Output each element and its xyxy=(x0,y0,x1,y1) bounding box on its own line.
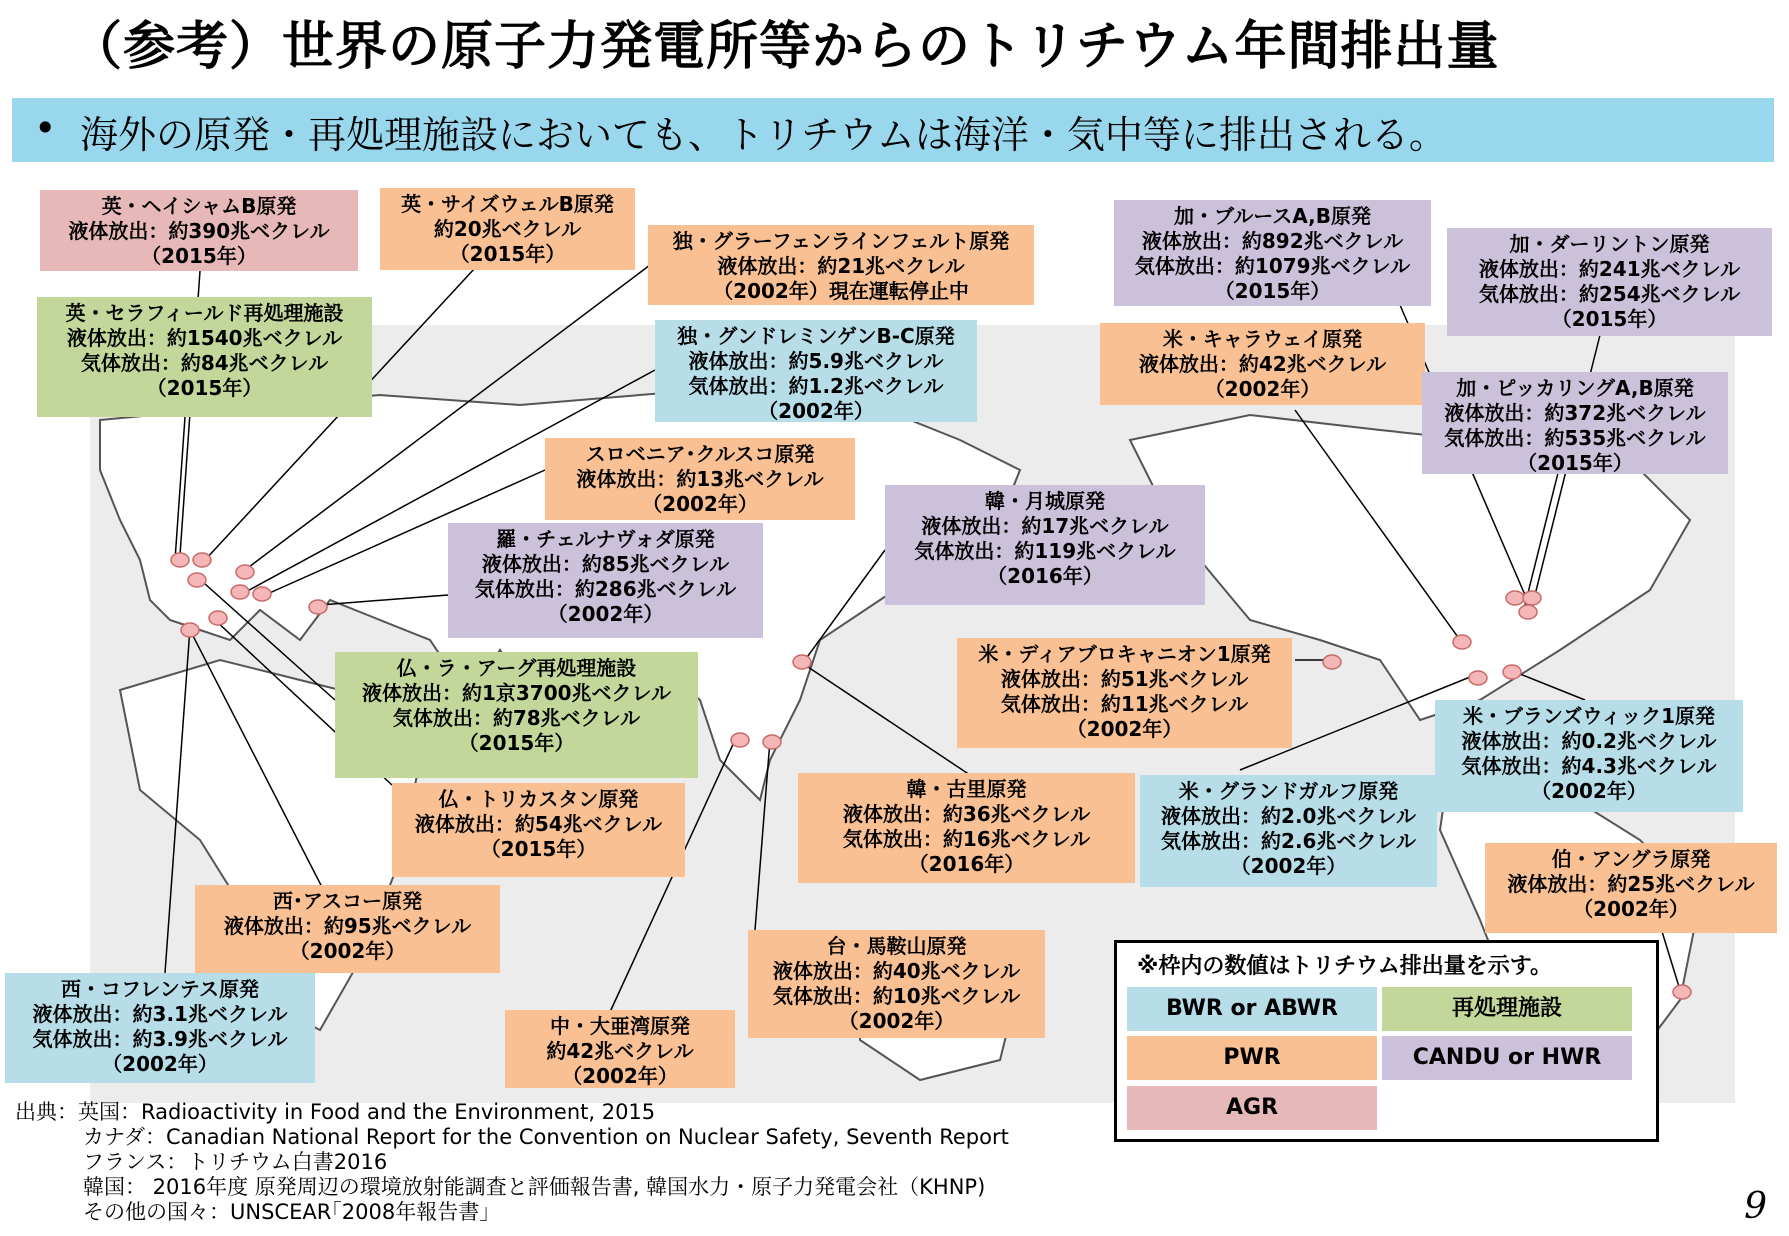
legend xyxy=(1114,940,1659,1142)
plant-marker xyxy=(1453,635,1471,649)
station-angra: 伯・アングラ原発 液体放出：約25兆ベクレル （2002年） xyxy=(1485,843,1777,933)
station-la-hague: 仏・ラ・アーグ再処理施設 液体放出：約1京3700兆ベクレル 気体放出：約78兆ベクレル （2015年） xyxy=(335,652,698,778)
station-diablo-canyon: 米・ディアブロキャニオン1原発 液体放出：約51兆ベクレル 気体放出：約11兆ベクレル （2002年） xyxy=(957,638,1292,748)
legend-pwr: PWR xyxy=(1127,1036,1377,1080)
plant-marker xyxy=(193,553,211,567)
station-wolsong: 韓・月城原発 液体放出：約17兆ベクレル 気体放出：約119兆ベクレル （2016年） xyxy=(885,485,1205,605)
legend-bwr: BWR or ABWR xyxy=(1127,987,1377,1031)
plant-marker xyxy=(181,623,199,637)
station-sizewell-b: 英・サイズウェルB原発 約20兆ベクレル （2015年） xyxy=(380,188,635,270)
sources xyxy=(15,1100,1009,1225)
plant-marker xyxy=(209,611,227,625)
plant-marker xyxy=(309,600,327,614)
station-brunswick: 米・ブランズウィック1原発 液体放出：約0.2兆ベクレル 気体放出：約4.3兆ベクレル （2002年） xyxy=(1435,700,1743,812)
station-sellafield: 英・セラフィールド再処理施設 液体放出：約1540兆ベクレル 気体放出：約84兆ベクレル （2015年） xyxy=(37,297,372,417)
plant-marker xyxy=(1503,665,1521,679)
station-pickering: 加・ピッカリングA,B原発 液体放出：約372兆ベクレル 気体放出：約535兆ベクレル （2015年） xyxy=(1422,372,1728,474)
station-grand-gulf: 米・グランドガルフ原発 液体放出：約2.0兆ベクレル 気体放出：約2.6兆ベクレル （2002年） xyxy=(1140,775,1437,887)
plant-marker xyxy=(253,587,271,601)
source-line: 韓国： 2016年度 原発周辺の環境放射能調査と評価報告書, 韓国水力・原子力発電会社（KHNP) xyxy=(83,1175,986,1199)
plant-marker xyxy=(793,655,811,669)
source-line: その他の国々：UNSCEAR｢2008年報告書｣ xyxy=(83,1200,490,1224)
plant-marker xyxy=(1469,671,1487,685)
page-number: 9 xyxy=(1744,1186,1767,1227)
page-title: （参考）世界の原子力発電所等からのトリチウム年間排出量 xyxy=(70,17,1500,77)
source-line: 出典：英国：Radioactivity in Food and the Environment, 2015 xyxy=(15,1100,656,1124)
station-kori: 韓・古里原発 液体放出：約36兆ベクレル 気体放出：約16兆ベクレル （2016年） xyxy=(798,773,1135,883)
legend-candu: CANDU or HWR xyxy=(1382,1036,1632,1080)
plant-marker xyxy=(1523,591,1541,605)
station-daya-bay: 中・大亜湾原発 約42兆ベクレル （2002年） xyxy=(505,1010,735,1088)
plant-marker xyxy=(1519,605,1537,619)
station-callaway: 米・キャラウェイ原発 液体放出：約42兆ベクレル （2002年） xyxy=(1100,323,1425,405)
legend-agr: AGR xyxy=(1127,1086,1377,1130)
plant-marker xyxy=(236,565,254,579)
plant-marker xyxy=(188,573,206,587)
station-krsko: スロベニア･クルスコ原発 液体放出：約13兆ベクレル （2002年） xyxy=(545,438,855,520)
station-bruce: 加・ブルースA,B原発 液体放出：約892兆ベクレル 気体放出：約1079兆ベクレル （2015年） xyxy=(1114,200,1431,306)
station-asco: 西･アスコー原発 液体放出：約95兆ベクレル （2002年） xyxy=(195,885,500,973)
station-cofrentes: 西・コフレンテス原発 液体放出：約3.1兆ベクレル 気体放出：約3.9兆ベクレル （2002年） xyxy=(5,973,315,1083)
plant-marker xyxy=(1673,985,1691,999)
station-maanshan: 台・馬鞍山原発 液体放出：約40兆ベクレル 気体放出：約10兆ベクレル （2002年） xyxy=(748,930,1045,1038)
plant-marker xyxy=(231,585,249,599)
plant-marker xyxy=(1323,655,1341,669)
legend-reprocessing: 再処理施設 xyxy=(1382,987,1632,1031)
station-gundremmingen: 独・グンドレミンゲンB-C原発 液体放出：約5.9兆ベクレル 気体放出：約1.2兆ベクレル （2002年） xyxy=(655,320,977,422)
plant-marker xyxy=(1506,591,1524,605)
source-line: カナダ：Canadian National Report for the Convention on Nuclear Safety, Seventh Report xyxy=(83,1125,1009,1149)
plant-marker xyxy=(763,735,781,749)
station-cernavoda: 羅・チェルナヴォダ原発 液体放出：約85兆ベクレル 気体放出：約286兆ベクレル （2002年） xyxy=(448,523,763,638)
plant-marker xyxy=(731,733,749,747)
station-heysham-b: 英・ヘイシャムB原発 液体放出：約390兆ベクレル （2015年） xyxy=(40,190,358,271)
bullet-symbol: • xyxy=(34,106,57,150)
legend-note: ※枠内の数値はトリチウム排出量を示す。 xyxy=(1137,954,1552,979)
station-grafenrheinfeld: 独・グラーフェンラインフェルト原発 液体放出：約21兆ベクレル （2002年）現在運転停止中 xyxy=(648,225,1034,305)
source-line: フランス：トリチウム白書2016 xyxy=(83,1150,388,1174)
summary-text: 海外の原発・再処理施設においても、トリチウムは海洋・気中等に排出される。 xyxy=(80,113,1447,157)
station-tricastin: 仏・トリカスタン原発 液体放出：約54兆ベクレル （2015年） xyxy=(392,783,685,877)
station-darlington: 加・ダーリントン原発 液体放出：約241兆ベクレル 気体放出：約254兆ベクレル （2015年） xyxy=(1447,228,1772,336)
plant-marker xyxy=(171,553,189,567)
